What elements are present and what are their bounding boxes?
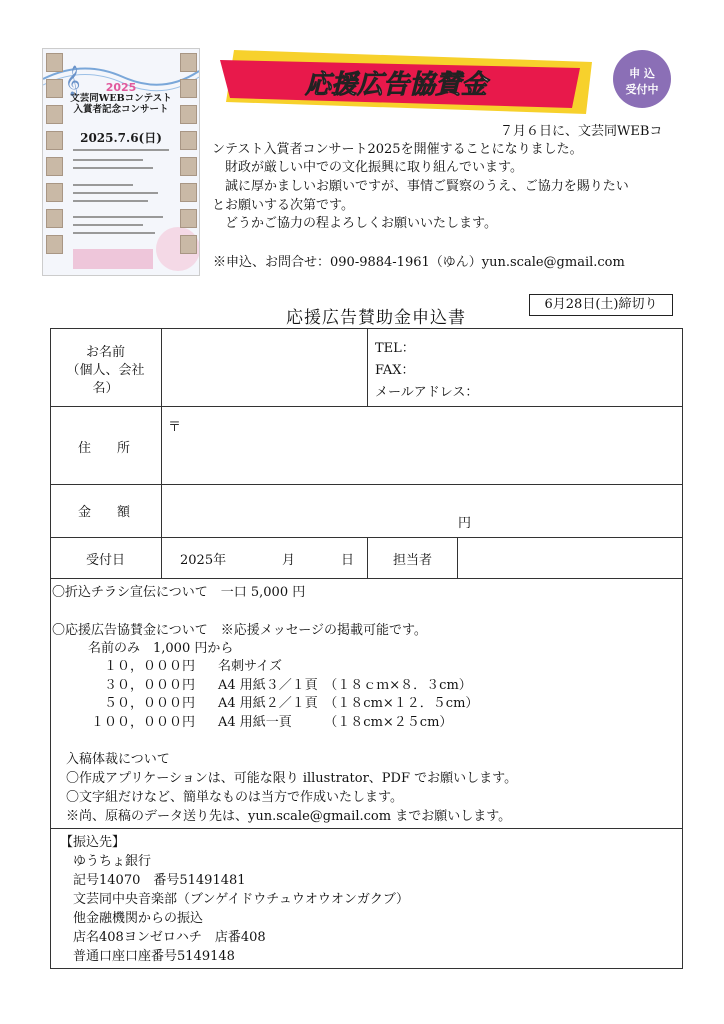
tier-price: ３０，０００円: [103, 678, 195, 693]
submission-title: 入稿体裁について: [66, 752, 170, 767]
poster-title-line2: 入賞者記念コンサート: [73, 104, 169, 115]
address-label: 住 所: [78, 441, 131, 456]
staff-input-area[interactable]: [458, 538, 682, 578]
amount-input-area[interactable]: [162, 485, 682, 537]
flyer-info: 〇折込チラシ宣伝について 一口 5,000 円: [52, 585, 306, 600]
intro-line-2: ンテスト入賞者コンサート2025を開催することになりました。: [212, 142, 583, 157]
ad-info-title: 〇応援広告協賛金について ※応援メッセージの掲載可能です。: [52, 623, 427, 638]
form-title: 応援広告賛助金申込書: [286, 308, 466, 328]
bank-line: 普通口座口座番号5149148: [73, 949, 235, 964]
banner-title-graphic: [220, 44, 600, 120]
submission-line: 〇作成アプリケーションは、可能な限り illustrator、PDF でお願いします。: [66, 771, 518, 786]
poster-title: [61, 93, 181, 115]
submission-line: 〇文字組だけなど、簡単なものは当方で作成いたします。: [66, 790, 403, 805]
received-day: 日: [341, 553, 355, 568]
received-date-label: 受付日: [85, 553, 125, 568]
badge-line2: 受付中: [625, 83, 659, 96]
application-open-badge: [613, 50, 671, 108]
tier-description: A4 用紙２／１頁 （１８cm×１２．５cm）: [218, 696, 479, 711]
poster-year: 2025: [105, 81, 137, 94]
intro-line-4: 誠に厚かましいお願いですが、事情ご賢察のうえ、ご協力を賜りたい: [212, 179, 629, 194]
banner-title: 応援広告協賛金: [304, 70, 488, 100]
concert-poster-thumbnail: [42, 48, 200, 276]
name-label-line1: お名前: [85, 345, 125, 360]
contact-info: ※申込、お問合せ：090-9884-1961（ゆん）yun.scale@gmail.com: [213, 255, 625, 270]
bank-line: 他金融機関からの振込: [73, 911, 204, 926]
tier-price: １０，０００円: [103, 659, 195, 674]
intro-line-3: 財政が厳しい中での文化振興に取り組んでいます。: [212, 160, 523, 175]
tel-label: TEL：: [375, 341, 415, 356]
name-only-price: 名前のみ 1,000 円から: [88, 641, 234, 656]
amount-label: 金 額: [78, 505, 131, 520]
fax-label: FAX：: [375, 363, 415, 378]
bank-title: 【振込先】: [60, 835, 126, 850]
deadline-box: 6月28日(土)締切り: [529, 294, 673, 316]
email-label: メールアドレス：: [375, 385, 479, 400]
intro-line-5: とお願いする次第です。: [212, 198, 354, 213]
postal-mark: 〒: [168, 420, 182, 435]
tier-price: １００，０００円: [90, 715, 195, 730]
received-month: 月: [282, 553, 296, 568]
submission-line: ※尚、原稿のデータ送り先は、yun.scale@gmail.com までお願いします。: [66, 809, 512, 824]
tier-description: A4 用紙一頁 （１８cm×２５cm）: [218, 715, 453, 730]
poster-title-line1: 文芸同WEBコンテスト: [70, 93, 172, 104]
amount-unit: 円: [458, 516, 472, 531]
address-input-area[interactable]: [162, 407, 682, 484]
intro-line-1: ７月６日に、文芸同WEBコ: [500, 124, 663, 139]
poster-date: 2025.7.6(日): [80, 131, 162, 145]
received-year: 2025年: [180, 553, 227, 568]
tier-description: 名刺サイズ: [218, 659, 282, 674]
name-label-line2: （個人、会社: [66, 363, 145, 378]
svg-text:𝄞: 𝄞: [65, 66, 81, 96]
tier-price: ５０，０００円: [103, 696, 195, 711]
name-label-line3: 名）: [92, 381, 119, 396]
bank-line: 店名408ヨンゼロハチ 店番408: [73, 930, 266, 945]
badge-line1: 申 込: [629, 67, 655, 80]
name-input-area[interactable]: [162, 329, 367, 406]
intro-line-6: どうかご協力の程よろしくお願いいたします。: [212, 216, 497, 231]
bank-line: 記号14070 番号51491481: [73, 873, 246, 888]
tier-description: A4 用紙３／１頁 （１８ｃｍ×８．３cm）: [218, 678, 472, 693]
bank-line: ゆうちょ銀行: [73, 854, 152, 869]
staff-label: 担当者: [392, 553, 432, 568]
bank-line: 文芸同中央音楽部（ブンゲイドウチュウオウオンガクブ）: [73, 892, 410, 907]
